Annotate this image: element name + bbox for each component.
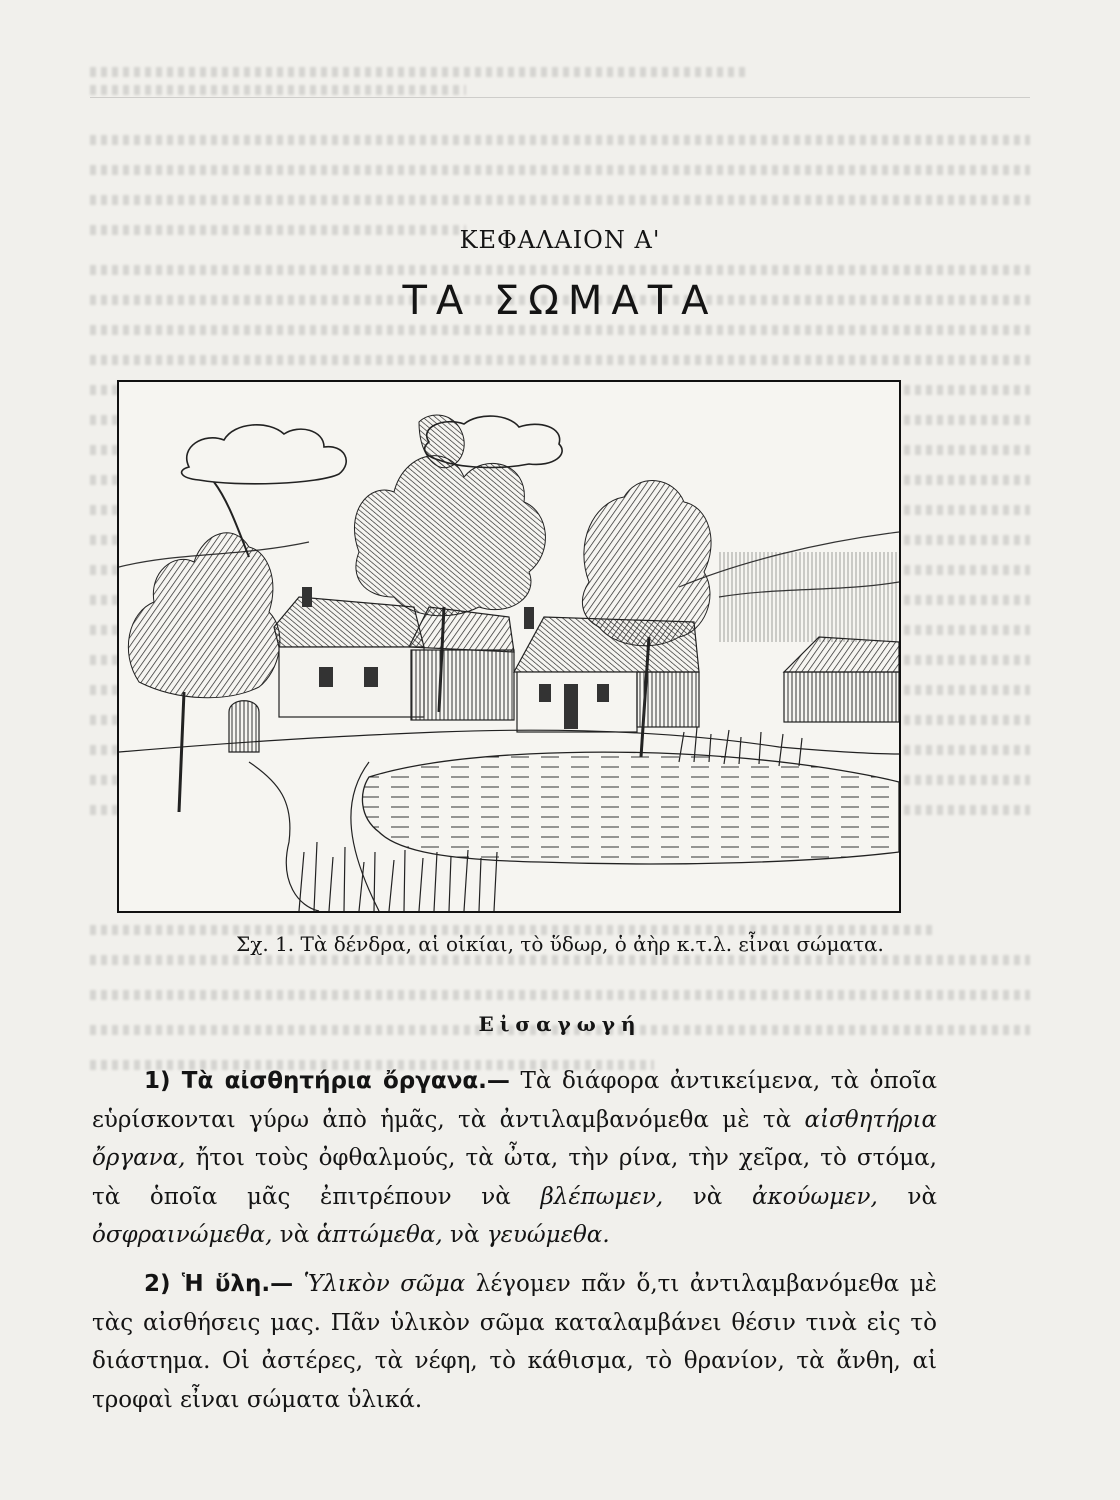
house-middle xyxy=(409,607,514,720)
shed-right xyxy=(784,637,899,722)
paragraph-italic: ἁπτώμεθα, xyxy=(316,1222,443,1248)
small-gate xyxy=(229,701,259,752)
paragraph-lead: 1) Τὰ αἰσθητήρια ὄργανα.— xyxy=(144,1068,510,1094)
paragraph-italic: αἰσθητήρια ὄργανα, xyxy=(92,1106,937,1171)
house-white xyxy=(514,607,699,732)
pond xyxy=(362,752,899,864)
paragraph-text: λέγομεν πᾶν ὅ,τι ἀντιλαμβανόμεθα μὲ τὰς αἰσθήσεις μας. Πᾶν ὑλικὸν σῶμα καταλαμβάνει θέσιν τινὰ εἰς τὸ διάστημα. Οἱ ἀστέρες, τὰ νέφη, τὸ κάθισμα, τὸ θρανίον, τὰ ἄνθη, αἱ τροφαὶ εἶναι σώματα ὑλικά. xyxy=(92,1271,937,1413)
paragraph-text: νὰ xyxy=(663,1183,753,1210)
tree-center xyxy=(354,415,545,616)
paragraph-italic: ὀσφραινώμεθα, xyxy=(92,1222,273,1248)
paragraph-italic: βλέπωμεν, xyxy=(540,1183,664,1210)
house-left xyxy=(274,587,424,717)
paragraph-text: νὰ xyxy=(442,1222,487,1248)
paragraph-italic: γευώμεθα. xyxy=(486,1222,610,1248)
village-illustration xyxy=(117,380,901,913)
paragraph-sense-organs xyxy=(92,1062,937,1255)
paragraph-lead: 2) Ἡ ὕλη.— xyxy=(144,1271,294,1297)
chapter-title: ΤΑ ΣΩΜΑΤΑ xyxy=(402,278,718,324)
village-sketch xyxy=(119,382,899,911)
paragraph-text: Τὰ διάφορα ἀντικείμενα, τὰ ὁποῖα εὑρίσκονται γύρω ἀπὸ ἡμᾶς, τὰ ἀντιλαμβανόμεθα μὲ τὰ xyxy=(92,1068,937,1133)
chapter-heading: ΚΕΦΑΛΑΙΟΝ Α' xyxy=(459,226,661,254)
tree-left xyxy=(128,482,280,812)
paragraph-matter xyxy=(92,1265,937,1419)
paragraph-italic: Ὑλικὸν σῶμα xyxy=(293,1271,466,1297)
paragraph-text: νὰ xyxy=(272,1222,317,1248)
figure-caption: Σχ. 1. Τὰ δένδρα, αἱ οἰκίαι, τὸ ὕδωρ, ὁ ἀὴρ κ.τ.λ. εἶναι σώματα. xyxy=(236,932,884,956)
paragraph-text: ἤτοι τοὺς ὀφθαλμούς, τὰ ὦτα, τὴν ρίνα, τὴν χεῖρα, τὸ στόμα, τὰ ὁποῖα μᾶς ἐπιτρέπουν νὰ xyxy=(92,1145,937,1210)
section-heading: Εἰσαγωγή xyxy=(478,1012,642,1036)
paragraph-text: νὰ xyxy=(877,1183,937,1210)
paragraph-italic: ἀκούωμεν, xyxy=(752,1183,878,1210)
